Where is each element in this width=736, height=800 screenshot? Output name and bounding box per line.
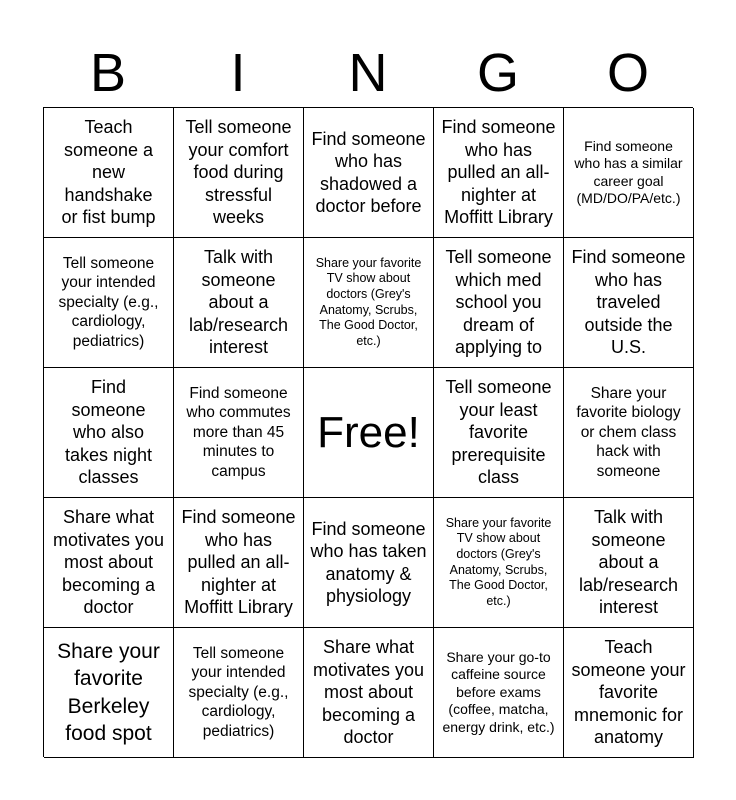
bingo-cell-text: Talk with someone about a lab/research interest: [188, 247, 289, 358]
bingo-cell-r4-c1[interactable]: [44, 498, 174, 628]
bingo-cell-text: Teach someone your favorite mnemonic for anatomy: [571, 637, 686, 748]
header-letter-n: N: [348, 43, 388, 103]
header-letter-g: G: [476, 43, 519, 103]
bingo-cell-r1-c4[interactable]: [434, 108, 564, 238]
bingo-cell-r3-c1[interactable]: [44, 368, 174, 498]
bingo-cell-text: Share what motivates you most about becoming a doctor: [52, 507, 165, 618]
free-space-cell[interactable]: [304, 368, 434, 498]
bingo-cell-r5-c4[interactable]: [434, 628, 564, 758]
bingo-cell-r2-c5[interactable]: [564, 238, 694, 368]
header-letter-o: O: [606, 43, 649, 103]
bingo-cell-text: Find someone who commutes more than 45 minutes to campus: [186, 385, 291, 480]
bingo-cell-r4-c3[interactable]: [304, 498, 434, 628]
bingo-cell-r2-c3[interactable]: [304, 238, 434, 368]
bingo-cell-text: Share your favorite Berkeley food spot: [57, 639, 160, 745]
bingo-cell-text: Tell someone your intended specialty (e.g., cardiology, pediatrics): [58, 255, 159, 350]
bingo-cell-text: Tell someone which med school you dream of applying to: [445, 247, 552, 358]
bingo-cell-r4-c4[interactable]: [434, 498, 564, 628]
bingo-cell-r2-c1[interactable]: [44, 238, 174, 368]
bingo-cell-r5-c3[interactable]: [304, 628, 434, 758]
bingo-cell-r3-c4[interactable]: [434, 368, 564, 498]
bingo-cell-text: Find someone who has traveled outside the U.S.: [571, 247, 686, 358]
bingo-cell-r2-c4[interactable]: [434, 238, 564, 368]
bingo-cell-r3-c5[interactable]: [564, 368, 694, 498]
bingo-cell-text: Share your favorite TV show about doctors (Grey's Anatomy, Scrubs, The Good Doctor, etc.): [445, 515, 552, 608]
bingo-cell-text: Share your favorite biology or chem class hack with someone: [576, 385, 681, 480]
bingo-cell-text: Share your favorite TV show about doctors (Grey's Anatomy, Scrubs, The Good Doctor, etc.): [315, 255, 422, 348]
free-space-label: Free!: [317, 408, 420, 457]
header-letter-i: I: [230, 43, 246, 103]
bingo-cell-r4-c5[interactable]: [564, 498, 694, 628]
bingo-cell-text: Tell someone your comfort food during stressful weeks: [185, 117, 292, 228]
bingo-cell-r5-c5[interactable]: [564, 628, 694, 758]
bingo-board: [43, 107, 693, 757]
bingo-cell-text: Find someone who has shadowed a doctor before: [311, 128, 426, 216]
bingo-cell-r1-c5[interactable]: [564, 108, 694, 238]
bingo-cell-r1-c3[interactable]: [304, 108, 434, 238]
bingo-cell-text: Tell someone your intended specialty (e.g., cardiology, pediatrics): [188, 645, 289, 740]
bingo-cell-text: Find someone who has pulled an all-nighter at Moffitt Library: [181, 507, 296, 618]
bingo-cell-text: Talk with someone about a lab/research interest: [578, 507, 679, 618]
header-letter-b: B: [89, 43, 127, 103]
bingo-cell-r5-c1[interactable]: [44, 628, 174, 758]
bingo-cell-text: Share your go-to caffeine source before exams (coffee, matcha, energy drink, etc.): [442, 648, 555, 735]
bingo-cell-r1-c1[interactable]: [44, 108, 174, 238]
bingo-cell-r5-c2[interactable]: [174, 628, 304, 758]
bingo-cell-r3-c2[interactable]: [174, 368, 304, 498]
bingo-cell-r2-c2[interactable]: [174, 238, 304, 368]
bingo-cell-r1-c2[interactable]: [174, 108, 304, 238]
bingo-cell-text: Tell someone your least favorite prerequisite class: [445, 377, 552, 488]
bingo-cell-text: Find someone who also takes night classes: [64, 377, 153, 488]
bingo-cell-r4-c2[interactable]: [174, 498, 304, 628]
bingo-cell-text: Find someone who has a similar career goal (MD/DO/PA/etc.): [574, 137, 683, 206]
bingo-cell-text: Share what motivates you most about becoming a doctor: [312, 637, 425, 748]
bingo-cell-text: Find someone who has taken anatomy & physiology: [310, 518, 427, 606]
bingo-cell-text: Teach someone a new handshake or fist bump: [61, 117, 156, 228]
bingo-header: [43, 40, 693, 106]
bingo-cell-text: Find someone who has pulled an all-nighter at Moffitt Library: [441, 117, 556, 228]
